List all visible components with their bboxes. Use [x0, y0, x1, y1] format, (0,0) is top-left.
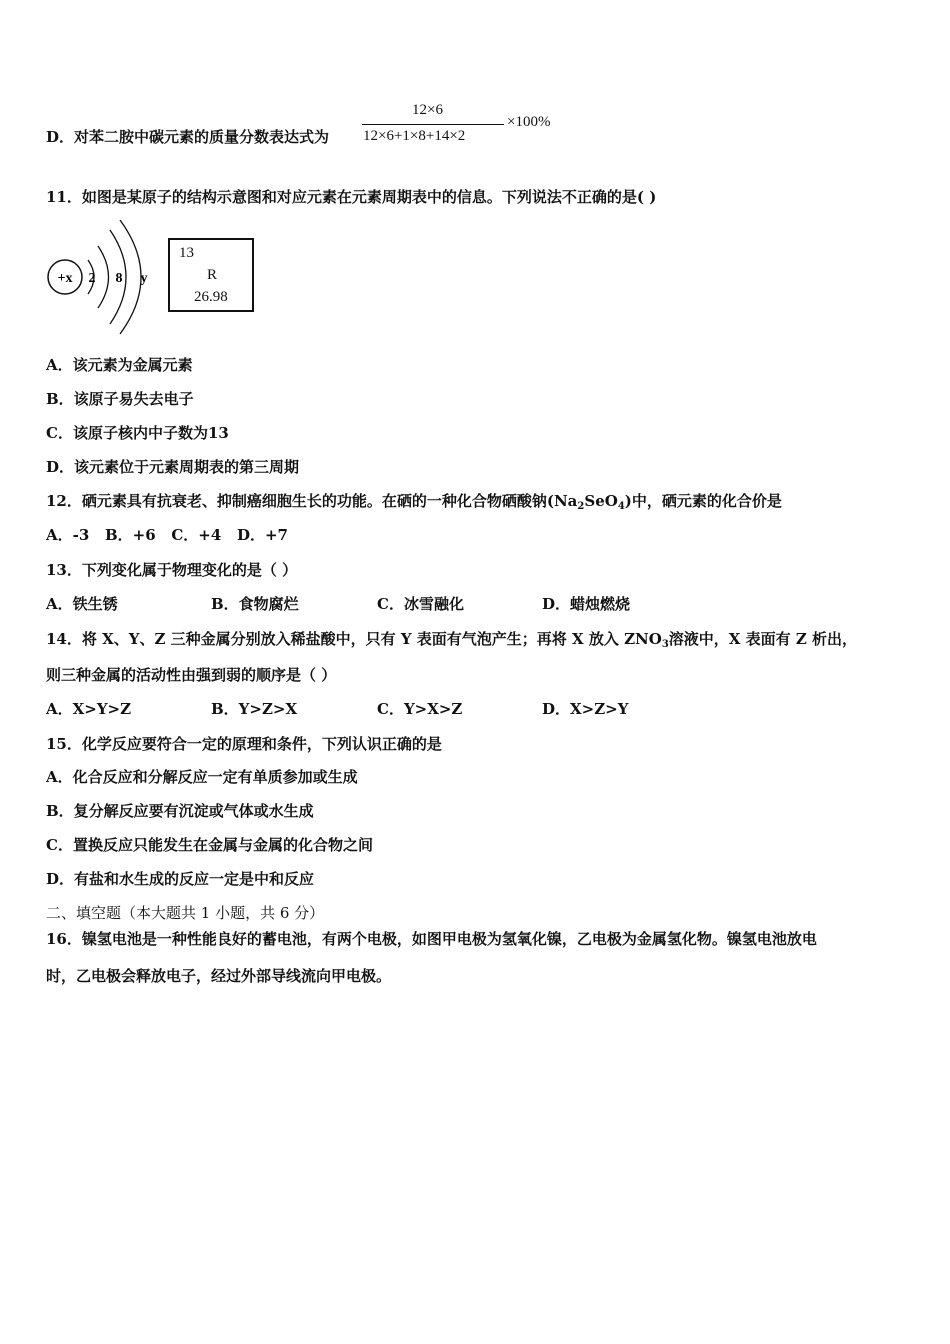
q14-stem-line1: 14．将 X、Y、Z 三种金属分别放入稀盐酸中，只有 Y 表面有气泡产生；再将 X 放入 $ZNO_3$溶液中，X 表面有 Z 析出， — [46, 630, 858, 650]
atomic-number: 13 — [179, 245, 194, 261]
q12-option-b: B．+6 — [104, 526, 156, 544]
q14-stem-line2: 则三种金属的活动性由强到弱的顺序是（ ） — [46, 666, 337, 684]
shell-arc-2 — [98, 246, 109, 308]
q11-option-b: B．该原子易失去电子 — [46, 390, 194, 408]
element-symbol: R — [207, 267, 218, 283]
q13-option-a: A．铁生锈 — [46, 595, 118, 613]
q16-line2: 时，乙电极会释放电子，经过外部导线流向甲电极。 — [46, 967, 392, 985]
atomic-mass: 26.98 — [194, 289, 228, 305]
q12-options — [46, 525, 288, 545]
q10-option-d: D．对苯二胺中碳元素的质量分数表达式为 — [46, 128, 330, 146]
q12-option-a: A．-3 — [46, 526, 90, 544]
section-title: 二、填空题（本大题共 1 小题，共 6 分） — [46, 904, 325, 922]
q12-stem: 12．硒元素具有抗衰老、抑制癌细胞生长的功能。在硒的一种化合物硒酸钠$(Na_2SeO_4)$中，硒元素的化合价是 — [46, 492, 782, 512]
atom-structure-diagram — [44, 220, 159, 335]
q13-option-d: D．蜡烛燃烧 — [542, 595, 631, 613]
shell-arc-4 — [120, 220, 141, 334]
q12-option-c: C．+4 — [171, 526, 222, 544]
q15-stem: 15．化学反应要符合一定的原理和条件，下列认识正确的是 — [46, 735, 442, 753]
q13-option-b: B．食物腐烂 — [211, 595, 299, 613]
fraction-denominator: 12×6+1×8+14×2 — [363, 128, 466, 144]
q15-option-b: B．复分解反应要有沉淀或气体或水生成 — [46, 802, 314, 820]
q16-line1: 16．镍氢电池是一种性能良好的蓄电池，有两个电极，如图甲电极为氢氧化镍，乙电极为金属氢化物。镍氢电池放电 — [46, 930, 817, 948]
q13-stem: 13．下列变化属于物理变化的是（ ） — [46, 561, 298, 579]
q11-option-a: A．该元素为金属元素 — [46, 356, 193, 374]
q15-option-d: D．有盐和水生成的反应一定是中和反应 — [46, 870, 315, 888]
q12-option-d: D．+7 — [236, 526, 288, 544]
q14-option-d: D．X>Z>Y — [542, 700, 629, 718]
shell-2-electrons: 8 — [115, 271, 123, 286]
q11-option-c: C．该原子核内中子数为13 — [46, 424, 229, 442]
q14-option-a: A．X>Y>Z — [46, 700, 132, 718]
q14-option-b: B．Y>Z>X — [211, 700, 298, 718]
q13-option-c: C．冰雪融化 — [377, 595, 464, 613]
shell-1-electrons: 2 — [88, 271, 96, 286]
fraction-suffix: ×100% — [507, 114, 551, 130]
q11-stem: 11．如图是某原子的结构示意图和对应元素在元素周期表中的信息。下列说法不正确的是( ) — [46, 188, 657, 206]
q15-option-c: C．置换反应只能发生在金属与金属的化合物之间 — [46, 836, 373, 854]
periodic-table-cell — [168, 238, 254, 312]
q14-option-c: C．Y>X>Z — [377, 700, 463, 718]
q11-option-d: D．该元素位于元素周期表的第三周期 — [46, 458, 300, 476]
q15-option-a: A．化合反应和分解反应一定有单质参加或生成 — [46, 768, 358, 786]
shell-3-electrons: y — [140, 271, 148, 286]
nucleus-charge: +x — [57, 271, 73, 286]
fraction-numerator: 12×6 — [412, 102, 443, 118]
fraction-bar — [362, 124, 504, 125]
